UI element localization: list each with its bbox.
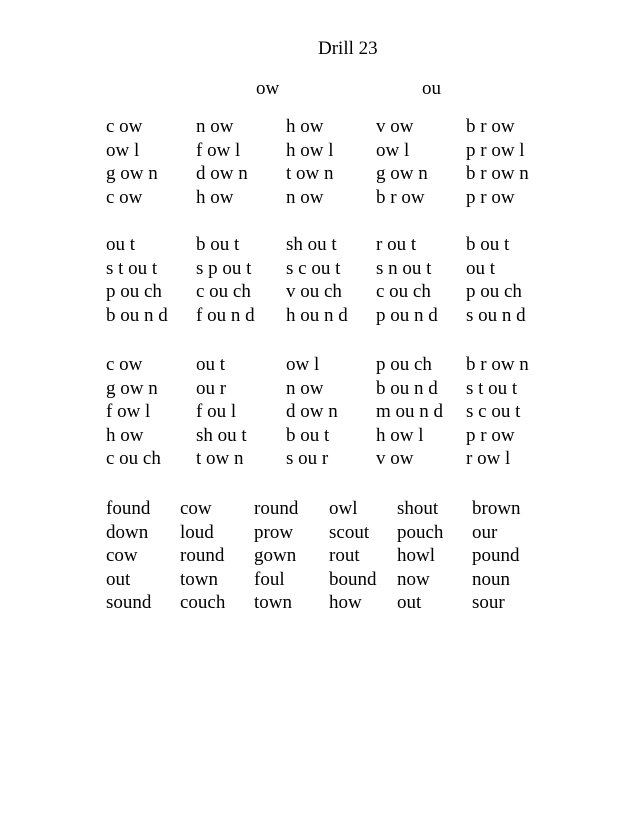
drill-word: ou t (106, 234, 136, 255)
page-title: Drill 23 (318, 38, 378, 59)
drill-word: ow l (376, 139, 410, 161)
drill-word: b ou t (466, 234, 510, 255)
word-list (106, 497, 542, 615)
drill-word: d ow n (286, 401, 338, 422)
word-list-item: couch (180, 592, 226, 613)
drill-word: s c ou t (466, 401, 521, 422)
drill-word: s p ou t (196, 257, 252, 279)
word-list-item: brown (472, 498, 521, 519)
drill-word: v ow (376, 116, 414, 137)
drill-word: b ou t (286, 424, 330, 446)
word-list-item: found (106, 498, 151, 519)
drill-word: p ou ch (106, 281, 162, 302)
drill-word: b ou t (196, 234, 240, 255)
word-list-item: scout (329, 521, 370, 543)
word-list-item: round (180, 545, 225, 566)
drill-word: b ou n d (376, 377, 438, 399)
word-list-item: out (397, 592, 422, 613)
drill-word: p ou ch (466, 281, 522, 302)
drill-word: ou r (196, 377, 227, 399)
drill-block-mixed (106, 353, 556, 471)
drill-word: r ou t (376, 234, 417, 255)
drill-word: n ow (286, 186, 324, 208)
drill-word: p r ow (466, 186, 515, 208)
drill-word: f ou n d (196, 304, 255, 326)
drill-word: b ou n d (106, 304, 168, 326)
drill-word: n ow (196, 116, 234, 137)
word-list-item: cow (106, 545, 138, 566)
drill-word: r ow l (466, 448, 511, 469)
word-list-item: bound (329, 568, 377, 590)
drill-word: p r ow l (466, 139, 525, 161)
drill-word: ou t (196, 354, 226, 375)
word-list-item: howl (397, 545, 435, 566)
word-list-item: town (254, 592, 292, 613)
word-list-item: rout (329, 545, 360, 566)
word-list-item: sour (472, 592, 505, 613)
drill-block-ou (106, 233, 556, 327)
drill-word: d ow n (196, 163, 248, 184)
drill-word: t ow n (286, 163, 334, 184)
drill-word: p ou n d (376, 304, 438, 326)
drill-word: p r ow (466, 424, 515, 446)
drill-word: b r ow (466, 116, 515, 137)
drill-word: g ow n (376, 163, 428, 184)
drill-word: g ow n (106, 377, 158, 399)
word-list-item: loud (180, 521, 214, 543)
word-list-item: town (180, 568, 218, 590)
drill-word: s ou n d (466, 304, 526, 326)
drill-word: b r ow (376, 186, 425, 208)
drill-word: c ow (106, 354, 143, 375)
word-list-item: down (106, 521, 149, 543)
word-list-item: how (329, 592, 362, 613)
drill-word: n ow (286, 377, 324, 399)
drill-word: c ou ch (196, 281, 251, 302)
word-list-item: noun (472, 568, 510, 590)
drill-word: s n ou t (376, 257, 432, 279)
drill-word: h ow l (286, 139, 334, 161)
word-list-item: cow (180, 498, 212, 519)
drill-word: c ow (106, 116, 143, 137)
drill-word: s t ou t (466, 377, 518, 399)
drill-word: s t ou t (106, 257, 158, 279)
word-list-item: shout (397, 498, 439, 519)
drill-word: b r ow n (466, 163, 529, 184)
drill-word: f ow l (196, 139, 241, 161)
header-ou: ou (422, 78, 441, 99)
drill-word: ou t (466, 257, 496, 279)
drill-word: t ow n (196, 448, 244, 469)
drill-block-ow (106, 115, 556, 209)
word-list-item: round (254, 498, 299, 519)
drill-word: sh ou t (196, 424, 247, 446)
word-list-item: owl (329, 498, 358, 519)
drill-word: h ow l (376, 424, 424, 446)
drill-word: v ou ch (286, 281, 342, 302)
drill-word: p ou ch (376, 354, 432, 375)
word-list-item: now (397, 568, 430, 590)
drill-word: h ow (196, 186, 234, 208)
drill-word: c ou ch (106, 448, 161, 469)
drill-word: m ou n d (376, 401, 444, 422)
drill-word: h ow (286, 116, 324, 137)
drill-word: sh ou t (286, 234, 337, 255)
word-list-item: out (106, 568, 131, 590)
drill-word: g ow n (106, 163, 158, 184)
drill-word: b r ow n (466, 354, 529, 375)
drill-word: h ow (106, 424, 144, 446)
word-list-item: sound (106, 592, 152, 613)
drill-word: f ow l (106, 401, 151, 422)
word-list-item: pound (472, 545, 520, 566)
word-list-item: our (472, 521, 498, 543)
drill-word: v ow (376, 448, 414, 469)
word-list-item: prow (254, 521, 294, 543)
drill-word: ow l (106, 139, 140, 161)
drill-word: s ou r (286, 448, 329, 469)
word-list-item: gown (254, 545, 297, 566)
header-ow: ow (256, 78, 280, 99)
drill-word: ow l (286, 354, 320, 375)
word-list-item: pouch (397, 521, 444, 543)
drill-word: h ou n d (286, 304, 348, 326)
drill-word: s c ou t (286, 257, 341, 279)
drill-word: c ou ch (376, 281, 431, 302)
drill-word: f ou l (196, 401, 237, 422)
word-list-item: foul (254, 568, 285, 590)
drill-word: c ow (106, 186, 143, 208)
